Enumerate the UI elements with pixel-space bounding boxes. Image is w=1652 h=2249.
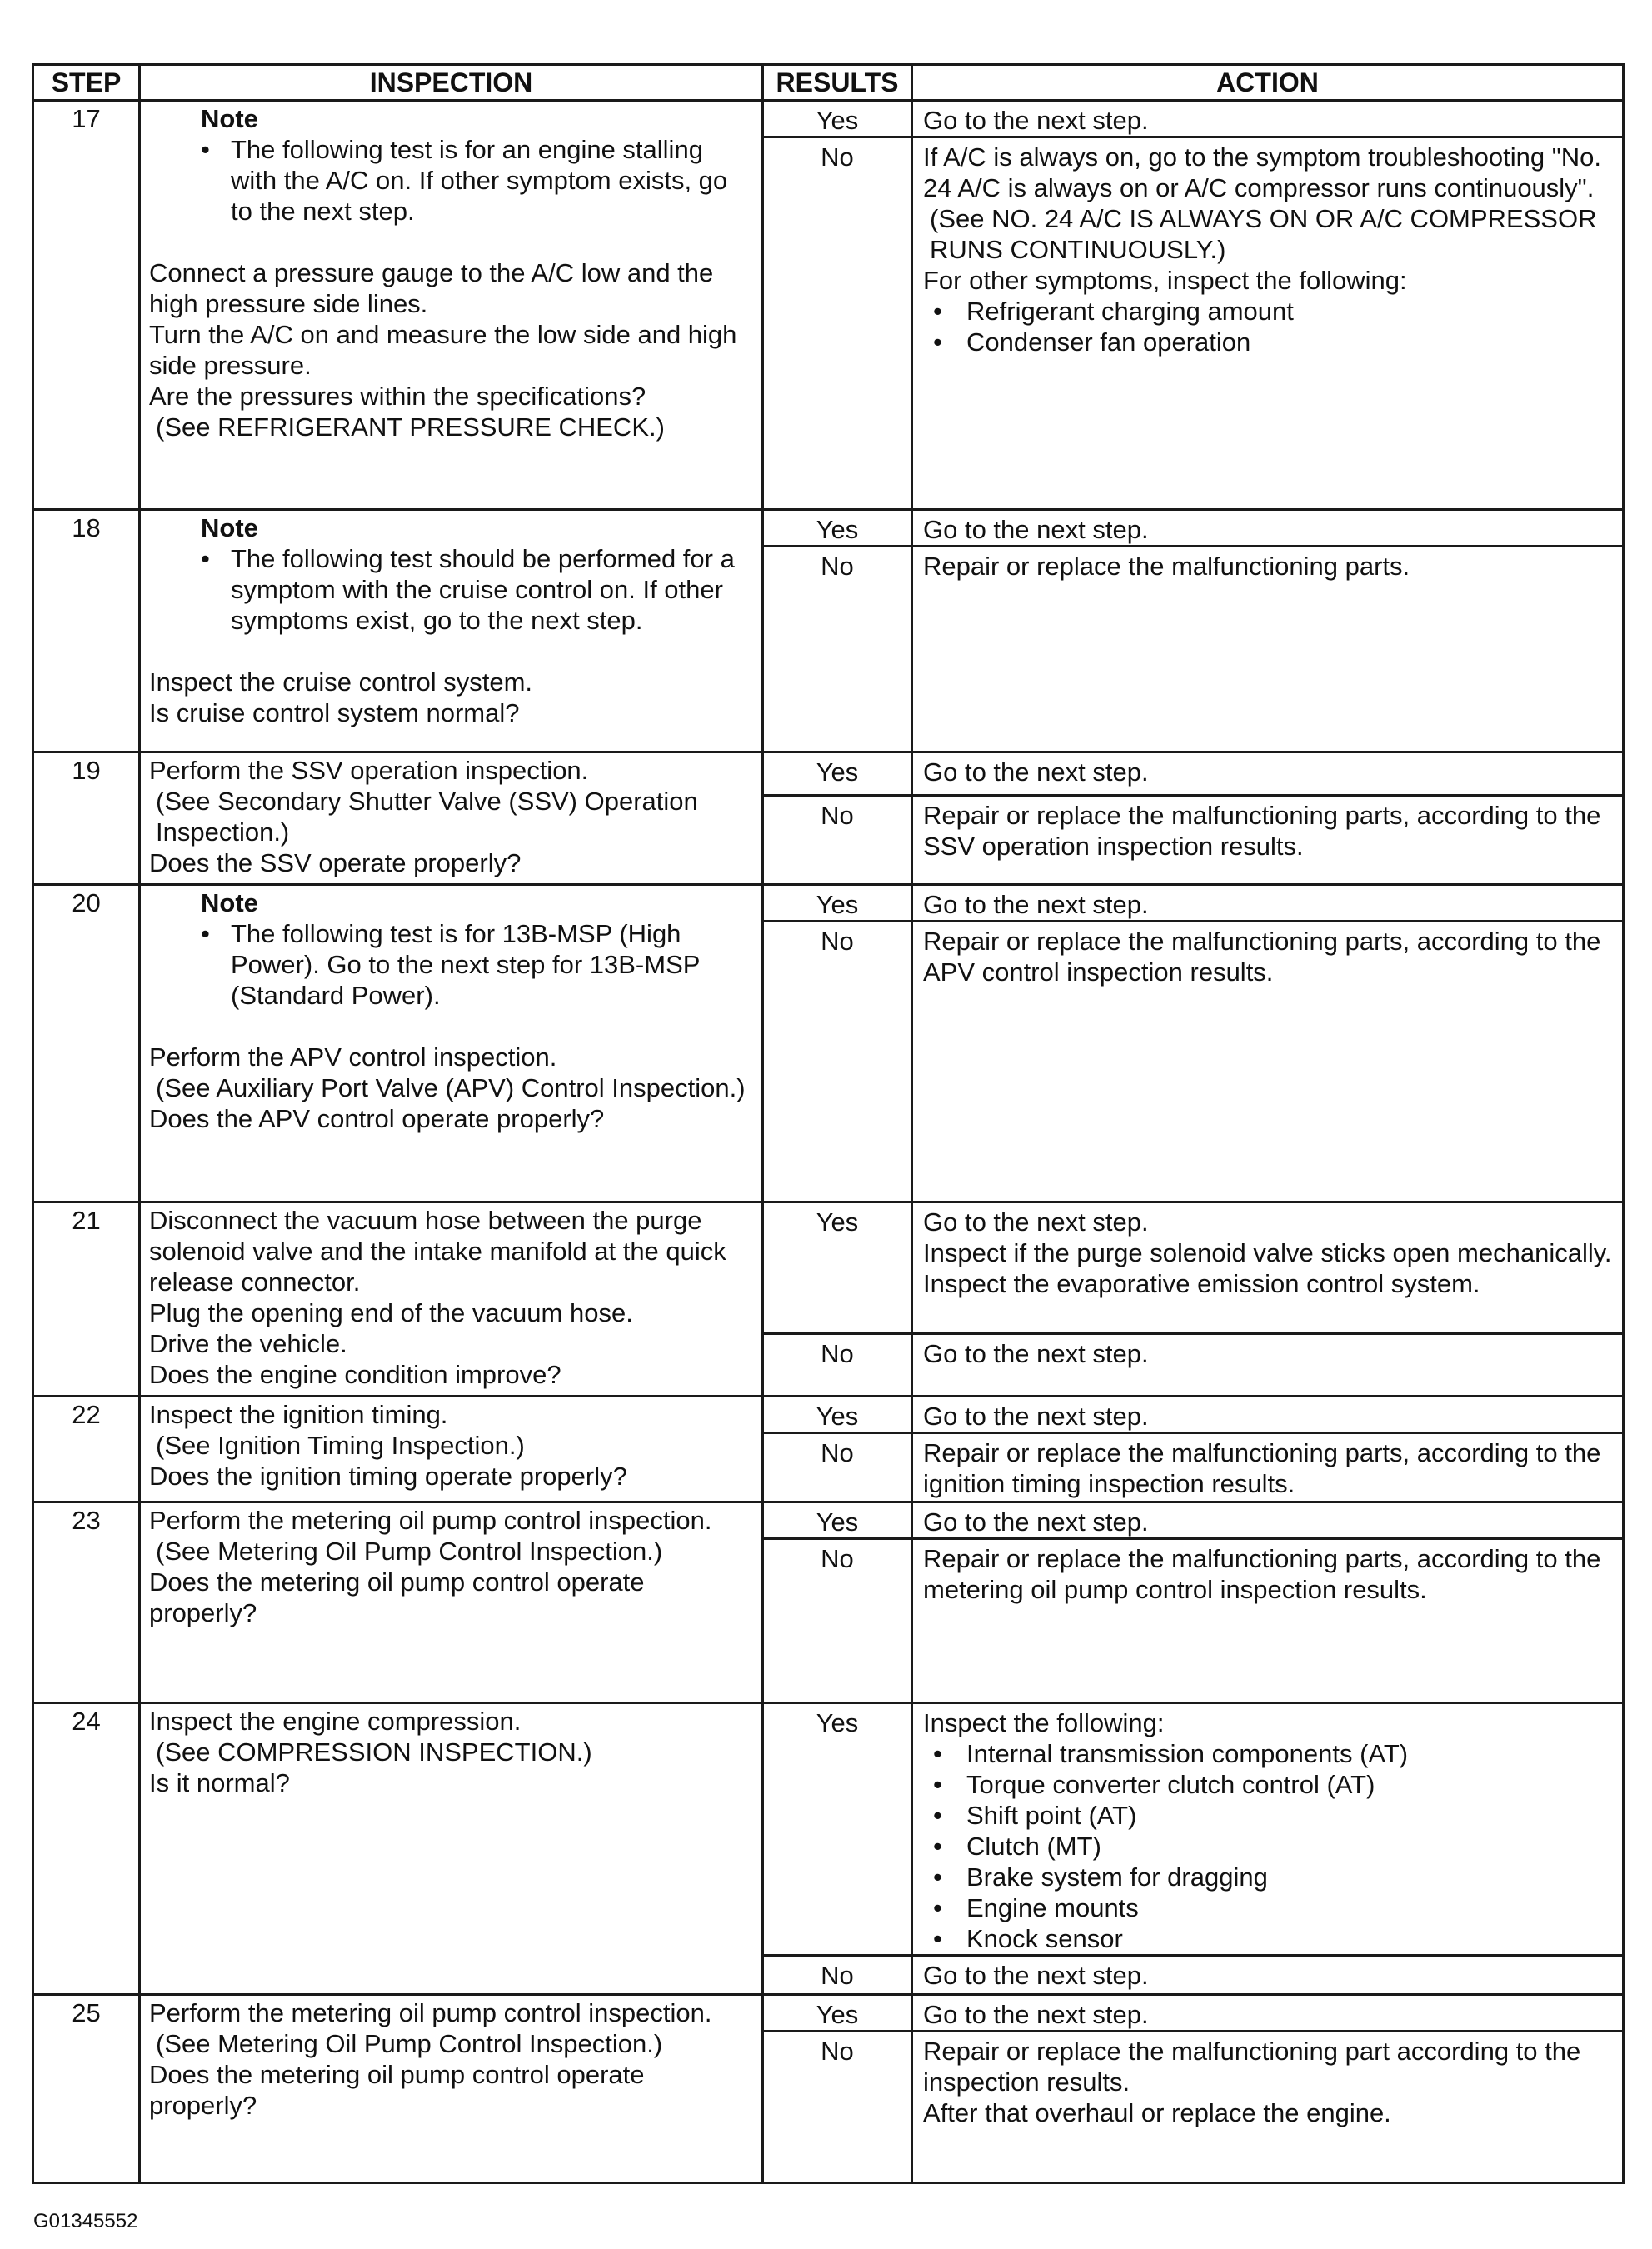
step-number: 17: [33, 101, 140, 510]
inspection-line: (See Secondary Shutter Valve (SSV) Operation Inspection.): [156, 787, 698, 847]
action-line: Repair or replace the malfunctioning parts.: [923, 552, 1410, 581]
action-yes: [912, 510, 1624, 547]
action-line: Go to the next step.: [923, 757, 1149, 787]
bullet-item: • Knock sensor: [923, 1923, 1614, 1954]
inspection-line: Inspect the cruise control system.: [149, 667, 533, 697]
bullet-list: [923, 1738, 1614, 1954]
result-no: No: [763, 1956, 912, 1995]
inspection-line: Turn the A/C on and measure the low side and high side pressure.: [149, 320, 737, 380]
inspection-line: (See Metering Oil Pump Control Inspection.): [156, 1537, 663, 1566]
action-line: Repair or replace the malfunctioning part according to the inspection results.: [923, 2037, 1581, 2097]
action-line: For other symptoms, inspect the following:: [923, 266, 1407, 295]
result-yes: Yes: [763, 1502, 912, 1539]
inspection-line: Perform the metering oil pump control inspection.: [149, 1998, 712, 2027]
action-line: Go to the next step.: [923, 1402, 1149, 1431]
result-yes: Yes: [763, 885, 912, 922]
result-no: No: [763, 1433, 912, 1502]
action-no: [912, 1956, 1624, 1995]
step-number: 25: [33, 1995, 140, 2183]
note-list: [149, 918, 753, 1011]
action-line: Go to the next step.: [923, 2000, 1149, 2029]
result-yes: Yes: [763, 1703, 912, 1956]
inspection-cell: [140, 1995, 763, 2183]
step-row-yes: [33, 1502, 1624, 1539]
header-inspection: INSPECTION: [140, 65, 763, 101]
step-row-yes: [33, 1397, 1624, 1433]
inspection-line: (See COMPRESSION INSPECTION.): [156, 1737, 592, 1767]
bullet-item: • Internal transmission components (AT): [923, 1738, 1614, 1769]
step-number: 20: [33, 885, 140, 1202]
action-line: Go to the next step.: [923, 1207, 1149, 1237]
action-no: [912, 1433, 1624, 1502]
bullet-item: • Shift point (AT): [923, 1800, 1614, 1831]
step-row-yes: [33, 101, 1624, 137]
step-row-yes: [33, 752, 1624, 796]
result-no: No: [763, 137, 912, 510]
inspection-line: Does the SSV operate properly?: [149, 848, 522, 877]
action-no: [912, 1539, 1624, 1703]
action-line: Repair or replace the malfunctioning parts, according to the APV control inspection results.: [923, 927, 1601, 987]
inspection-line: Does the APV control operate properly?: [149, 1104, 605, 1133]
inspection-line: Inspect the ignition timing.: [149, 1400, 448, 1429]
step-number: 24: [33, 1703, 140, 1995]
bullet-item: • Clutch (MT): [923, 1831, 1614, 1862]
result-yes: Yes: [763, 752, 912, 796]
inspection-line: Does the engine condition improve?: [149, 1360, 561, 1389]
note-heading: Note: [201, 513, 258, 542]
step-number: 21: [33, 1202, 140, 1397]
inspection-line: Inspect the engine compression.: [149, 1707, 522, 1736]
action-line: Repair or replace the malfunctioning parts, according to the metering oil pump control inspection results.: [923, 1544, 1601, 1604]
bullet-item: • Torque converter clutch control (AT): [923, 1769, 1614, 1800]
result-yes: Yes: [763, 1202, 912, 1334]
bullet-item: • Brake system for dragging: [923, 1862, 1614, 1892]
step-number: 18: [33, 510, 140, 752]
inspection-line: Perform the SSV operation inspection.: [149, 756, 589, 785]
note-text: • The following test is for an engine stalling with the A/C on. If other symptom exists, go to the next step.: [149, 134, 753, 227]
note-text: • The following test should be performed for a symptom with the cruise control on. If other symptoms exist, go to the next step.: [149, 543, 753, 636]
note-list: [149, 543, 753, 636]
action-no: [912, 922, 1624, 1202]
inspection-line: Perform the APV control inspection.: [149, 1042, 557, 1072]
bullet-item: • Condenser fan operation: [923, 327, 1614, 357]
action-yes: [912, 1502, 1624, 1539]
inspection-line: (See Metering Oil Pump Control Inspection.): [156, 2029, 663, 2058]
inspection-cell: [140, 510, 763, 752]
inspection-cell: [140, 1202, 763, 1397]
result-yes: Yes: [763, 510, 912, 547]
inspection-cell: [140, 1397, 763, 1502]
result-yes: Yes: [763, 1397, 912, 1433]
action-no: [912, 1334, 1624, 1397]
note-list: [149, 134, 753, 227]
inspection-cell: [140, 1703, 763, 1995]
action-yes: [912, 1202, 1624, 1334]
inspection-line: Does the metering oil pump control operate properly?: [149, 2060, 645, 2120]
step-row-yes: [33, 1995, 1624, 2032]
inspection-line: Plug the opening end of the vacuum hose.: [149, 1298, 633, 1327]
figure-id: G01345552: [33, 2210, 138, 2232]
action-line: Go to the next step.: [923, 1507, 1149, 1537]
inspection-line: (See REFRIGERANT PRESSURE CHECK.): [156, 412, 665, 442]
inspection-cell: [140, 1502, 763, 1703]
step-number: 22: [33, 1397, 140, 1502]
inspection-cell: [140, 101, 763, 510]
action-yes: [912, 1703, 1624, 1956]
result-no: No: [763, 1539, 912, 1703]
action-line: Inspect the following:: [923, 1708, 1165, 1737]
action-yes: [912, 101, 1624, 137]
inspection-line: Does the metering oil pump control operate properly?: [149, 1567, 645, 1627]
header-step: STEP: [33, 65, 140, 101]
action-line: Go to the next step.: [923, 1339, 1149, 1368]
action-line: Go to the next step.: [923, 890, 1149, 919]
header-results: RESULTS: [763, 65, 912, 101]
inspection-line: (See Ignition Timing Inspection.): [156, 1431, 525, 1460]
action-no: [912, 137, 1624, 510]
inspection-line: Perform the metering oil pump control inspection.: [149, 1506, 712, 1535]
header-action: ACTION: [912, 65, 1624, 101]
step-row-yes: [33, 1202, 1624, 1334]
action-no: [912, 547, 1624, 752]
inspection-line: Is it normal?: [149, 1768, 290, 1797]
header-row: [33, 65, 1624, 101]
action-line: If A/C is always on, go to the symptom troubleshooting "No. 24 A/C is always on or A/C compressor runs continuously".: [923, 142, 1601, 202]
inspection-line: Are the pressures within the specifications?: [149, 382, 646, 411]
action-line: After that overhaul or replace the engine.: [923, 2098, 1391, 2127]
result-no: No: [763, 796, 912, 885]
troubleshooting-table: [32, 63, 1625, 2184]
action-yes: [912, 1397, 1624, 1433]
action-yes: [912, 752, 1624, 796]
step-row-yes: [33, 885, 1624, 922]
step-number: 19: [33, 752, 140, 885]
action-no: [912, 2032, 1624, 2183]
note-heading: Note: [201, 888, 258, 917]
bullet-item: • Refrigerant charging amount: [923, 296, 1614, 327]
inspection-line: Does the ignition timing operate properly?: [149, 1462, 627, 1491]
step-row-yes: [33, 510, 1624, 547]
inspection-line: Drive the vehicle.: [149, 1329, 347, 1358]
step-row-yes: [33, 1703, 1624, 1956]
action-line: Repair or replace the malfunctioning parts, according to the ignition timing inspection results.: [923, 1438, 1601, 1498]
action-line: Inspect the evaporative emission control system.: [923, 1269, 1480, 1298]
inspection-line: Is cruise control system normal?: [149, 698, 520, 727]
action-yes: [912, 885, 1624, 922]
steps-body: [33, 101, 1624, 2183]
result-yes: Yes: [763, 1995, 912, 2032]
inspection-line: Connect a pressure gauge to the A/C low and the high pressure side lines.: [149, 258, 714, 318]
result-no: No: [763, 1334, 912, 1397]
action-line: Repair or replace the malfunctioning parts, according to the SSV operation inspection results.: [923, 801, 1601, 861]
bullet-item: • Engine mounts: [923, 1892, 1614, 1923]
note-heading: Note: [201, 104, 258, 133]
action-line: Go to the next step.: [923, 1961, 1149, 1990]
inspection-cell: [140, 885, 763, 1202]
bullet-list: [923, 296, 1614, 357]
action-line: Inspect if the purge solenoid valve sticks open mechanically.: [923, 1238, 1612, 1267]
result-no: No: [763, 2032, 912, 2183]
result-no: No: [763, 922, 912, 1202]
action-line: Go to the next step.: [923, 106, 1149, 135]
inspection-line: (See Auxiliary Port Valve (APV) Control Inspection.): [156, 1073, 746, 1102]
action-no: [912, 796, 1624, 885]
inspection-cell: [140, 752, 763, 885]
result-no: No: [763, 547, 912, 752]
result-yes: Yes: [763, 101, 912, 137]
action-line: Go to the next step.: [923, 515, 1149, 544]
inspection-line: Disconnect the vacuum hose between the purge solenoid valve and the intake manifold at the quick release connector.: [149, 1206, 726, 1297]
note-text: • The following test is for 13B-MSP (High Power). Go to the next step for 13B-MSP (Standard Power).: [149, 918, 753, 1011]
action-line: (See NO. 24 A/C IS ALWAYS ON OR A/C COMPRESSOR RUNS CONTINUOUSLY.): [930, 204, 1597, 264]
action-yes: [912, 1995, 1624, 2032]
step-number: 23: [33, 1502, 140, 1703]
